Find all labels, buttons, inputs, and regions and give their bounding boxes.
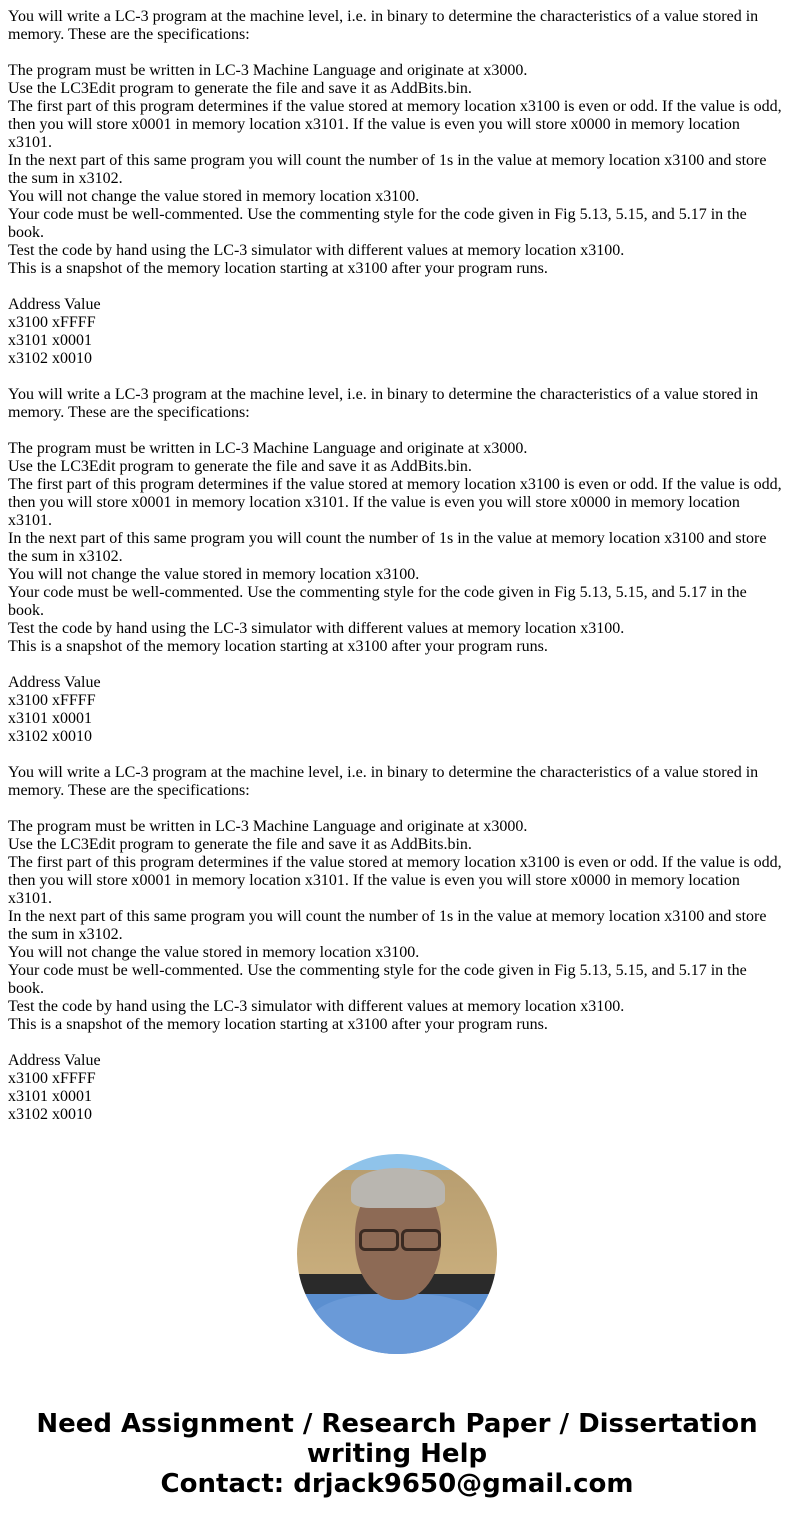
author-photo	[297, 1154, 497, 1354]
assignment-block	[8, 8, 786, 386]
memory-table-row: x3102 x0010	[8, 1106, 92, 1123]
spec-line: Use the LC3Edit program to generate the file and save it as AddBits.bin.	[8, 80, 472, 97]
assignment-block	[8, 764, 786, 1142]
memory-table-header: Address Value	[8, 296, 101, 313]
spec-line: Test the code by hand using the LC-3 simulator with different values at memory location x3100.	[8, 242, 625, 259]
spec-line: Use the LC3Edit program to generate the file and save it as AddBits.bin.	[8, 836, 472, 853]
memory-table-row: x3102 x0010	[8, 350, 92, 367]
contact-email: Contact: drjack9650@gmail.com	[160, 1469, 634, 1499]
spec-line: Your code must be well-commented. Use the commenting style for the code given in Fig 5.13, 5.15, and 5.17 in the book.	[8, 584, 747, 619]
help-headline: Need Assignment / Research Paper / Dissertation writing Help	[36, 1409, 758, 1469]
intro-paragraph: You will write a LC-3 program at the machine level, i.e. in binary to determine the characteristics of a value stored in memory. These are the specifications:	[8, 386, 759, 421]
memory-table-row: x3101 x0001	[8, 1088, 92, 1105]
spec-line: Test the code by hand using the LC-3 simulator with different values at memory location x3100.	[8, 620, 625, 637]
spec-line: You will not change the value stored in memory location x3100.	[8, 944, 420, 961]
memory-table-header: Address Value	[8, 1052, 101, 1069]
spec-line: In the next part of this same program you will count the number of 1s in the value at memory location x3100 and store the sum in x3102.	[8, 908, 767, 943]
spec-line: Your code must be well-commented. Use the commenting style for the code given in Fig 5.13, 5.15, and 5.17 in the book.	[8, 206, 747, 241]
intro-paragraph: You will write a LC-3 program at the machine level, i.e. in binary to determine the characteristics of a value stored in memory. These are the specifications:	[8, 8, 759, 43]
spec-line: The first part of this program determines if the value stored at memory location x3100 is even or odd. If the value is odd, then you will store x0001 in memory location x3101. If the value is even you will store x0000 in memory location x3101.	[8, 854, 782, 907]
spec-line: In the next part of this same program you will count the number of 1s in the value at memory location x3100 and store the sum in x3102.	[8, 152, 767, 187]
spec-line: This is a snapshot of the memory location starting at x3100 after your program runs.	[8, 260, 548, 277]
spec-line: In the next part of this same program you will count the number of 1s in the value at memory location x3100 and store the sum in x3102.	[8, 530, 767, 565]
spec-line: You will not change the value stored in memory location x3100.	[8, 566, 420, 583]
spec-line: The program must be written in LC-3 Machine Language and originate at x3000.	[8, 440, 528, 457]
memory-table-header: Address Value	[8, 674, 101, 691]
intro-paragraph: You will write a LC-3 program at the machine level, i.e. in binary to determine the characteristics of a value stored in memory. These are the specifications:	[8, 764, 759, 799]
memory-table-row: x3102 x0010	[8, 728, 92, 745]
memory-table-row: x3101 x0001	[8, 332, 92, 349]
spec-line: The program must be written in LC-3 Machine Language and originate at x3000.	[8, 818, 528, 835]
author-photo-container	[0, 1154, 794, 1359]
spec-line: This is a snapshot of the memory location starting at x3100 after your program runs.	[8, 638, 548, 655]
memory-table-row: x3101 x0001	[8, 710, 92, 727]
spec-line: Test the code by hand using the LC-3 simulator with different values at memory location x3100.	[8, 998, 625, 1015]
contact-banner	[0, 1409, 794, 1499]
spec-line: You will not change the value stored in memory location x3100.	[8, 188, 420, 205]
spec-line: This is a snapshot of the memory location starting at x3100 after your program runs.	[8, 1016, 548, 1033]
spec-line: The program must be written in LC-3 Machine Language and originate at x3000.	[8, 62, 528, 79]
spec-line: The first part of this program determines if the value stored at memory location x3100 is even or odd. If the value is odd, then you will store x0001 in memory location x3101. If the value is even you will store x0000 in memory location x3101.	[8, 476, 782, 529]
spec-line: Use the LC3Edit program to generate the file and save it as AddBits.bin.	[8, 458, 472, 475]
assignment-block	[8, 386, 786, 764]
spec-line: Your code must be well-commented. Use the commenting style for the code given in Fig 5.13, 5.15, and 5.17 in the book.	[8, 962, 747, 997]
memory-table-row: x3100 xFFFF	[8, 692, 96, 709]
spec-line: The first part of this program determines if the value stored at memory location x3100 is even or odd. If the value is odd, then you will store x0001 in memory location x3101. If the value is even you will store x0000 in memory location x3101.	[8, 98, 782, 151]
memory-table-row: x3100 xFFFF	[8, 314, 96, 331]
memory-table-row: x3100 xFFFF	[8, 1070, 96, 1087]
